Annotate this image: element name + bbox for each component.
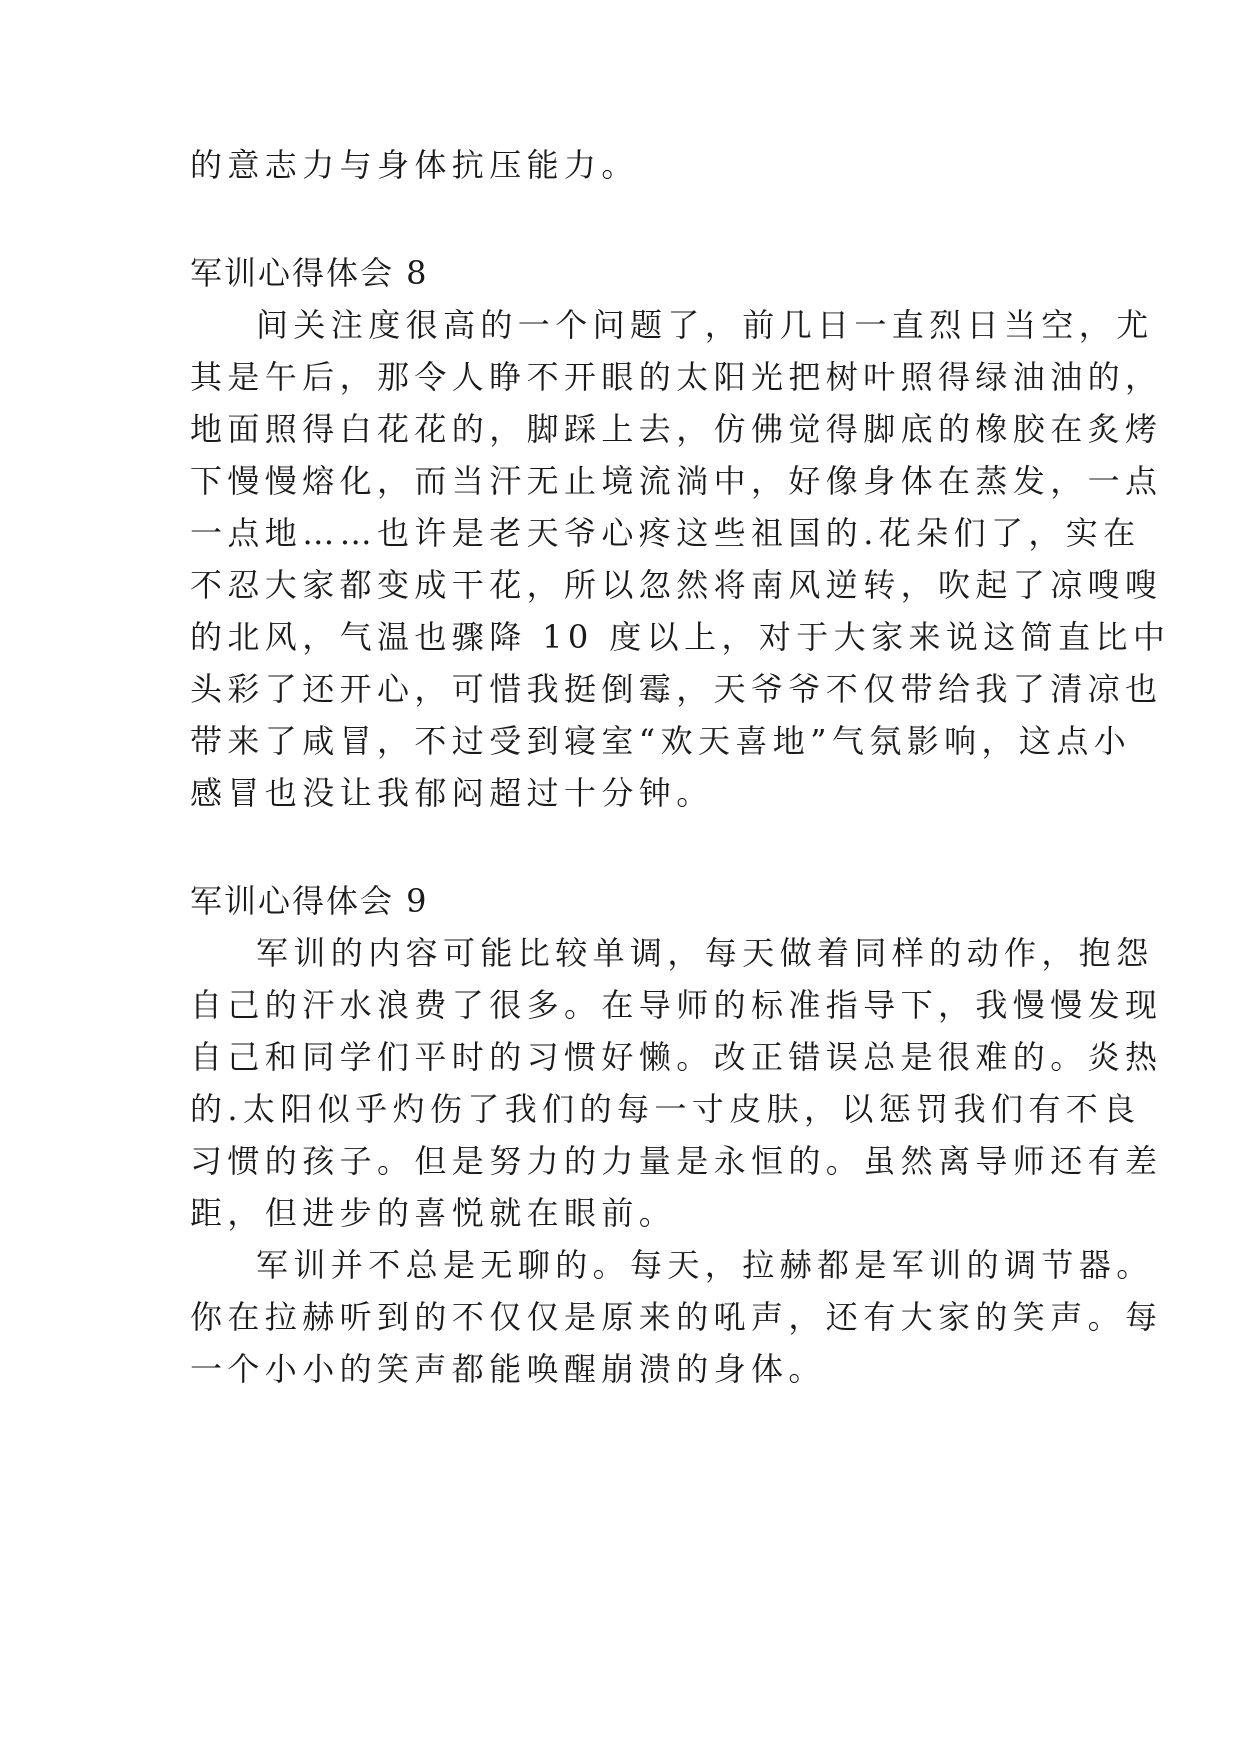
section-8-line: 一点地……也许是老天爷心疼这些祖国的.花朵们了，实在 bbox=[190, 514, 1141, 552]
section-9-line: 军训的内容可能比较单调，每天做着同样的动作，抱怨 bbox=[256, 934, 1154, 972]
section-9-line: 的.太阳似乎灼伤了我们的每一寸皮肤，以惩罚我们有不良 bbox=[190, 1090, 1141, 1128]
document-page bbox=[190, 0, 1171, 1754]
section-9-line: 自己和同学们平时的习惯好懒。改正错误总是很难的。炎热 bbox=[190, 1038, 1163, 1076]
section-9-line: 一个小小的笑声都能唤醒崩溃的身体。 bbox=[190, 1350, 826, 1388]
intro-tail-line: 的意志力与身体抗压能力。 bbox=[190, 146, 639, 184]
section-8-line: 下慢慢熔化，而当汗无止境流淌中，好像身体在蒸发，一点 bbox=[190, 462, 1163, 500]
section-8-title: 军训心得体会 8 bbox=[190, 254, 429, 292]
section-8-line: 感冒也没让我郁闷超过十分钟。 bbox=[190, 774, 714, 812]
section-8-line: 不忍大家都变成干花，所以忽然将南风逆转，吹起了凉嗖嗖 bbox=[190, 566, 1163, 604]
section-9-line: 习惯的孩子。但是努力的力量是永恒的。虽然离导师还有差 bbox=[190, 1142, 1163, 1180]
section-9-line: 军训并不总是无聊的。每天，拉赫都是军训的调节器。 bbox=[256, 1246, 1154, 1284]
section-9-line: 你在拉赫听到的不仅仅是原来的吼声，还有大家的笑声。每 bbox=[190, 1298, 1163, 1336]
section-9-line: 距，但进步的喜悦就在眼前。 bbox=[190, 1194, 677, 1232]
section-9-title: 军训心得体会 9 bbox=[190, 882, 429, 920]
section-8-line: 其是午后，那令人睁不开眼的太阳光把树叶照得绿油油的， bbox=[190, 358, 1163, 396]
section-8-line: 间关注度很高的一个问题了，前几日一直烈日当空，尤 bbox=[256, 306, 1154, 344]
section-9-line: 自己的汗水浪费了很多。在导师的标准指导下，我慢慢发现 bbox=[190, 986, 1163, 1024]
section-8-line: 的北风，气温也骤降 10 度以上，对于大家来说这简直比中 bbox=[190, 618, 1171, 656]
section-8-line: 地面照得白花花的，脚踩上去，仿佛觉得脚底的橡胶在炙烤 bbox=[190, 410, 1163, 448]
section-8-line: 带来了咸冒，不过受到寝室“欢天喜地”气氛影响，这点小 bbox=[190, 722, 1132, 760]
section-8-line: 头彩了还开心，可惜我挺倒霉，天爷爷不仅带给我了清凉也 bbox=[190, 670, 1163, 708]
